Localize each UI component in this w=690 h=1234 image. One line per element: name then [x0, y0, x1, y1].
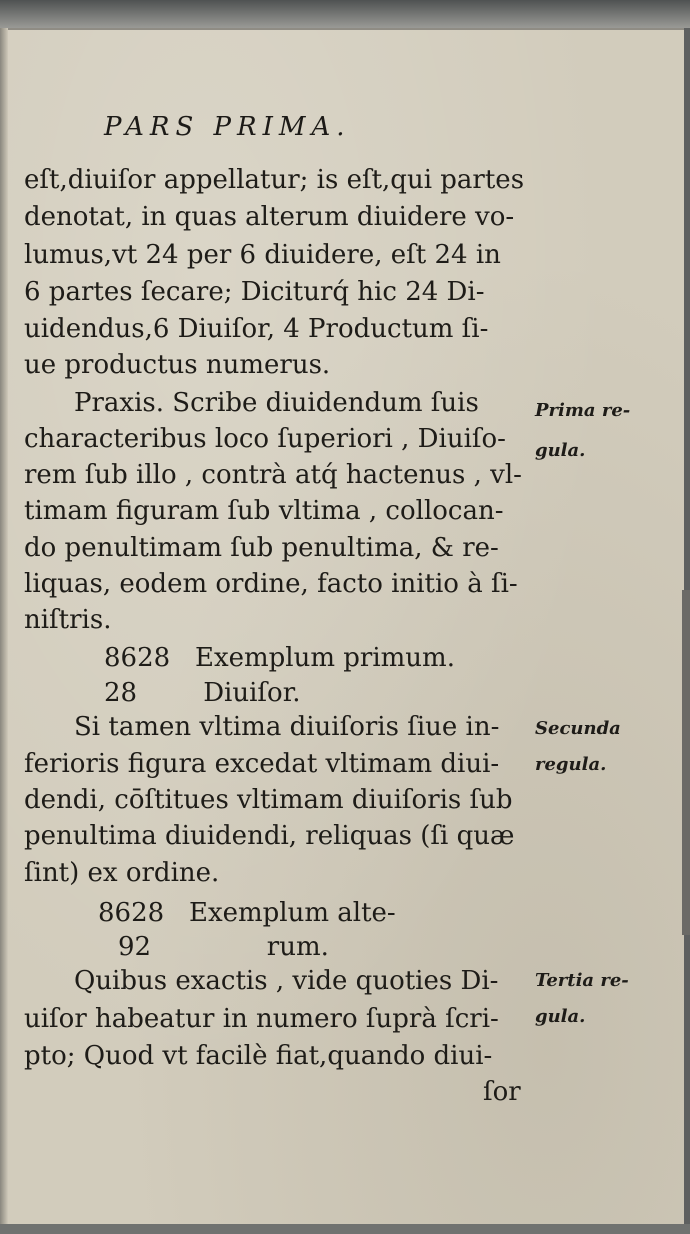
text-line: rem ſub illo , contrà atq́ hactenus , vl- — [24, 460, 522, 490]
text-line: ue productus numerus. — [24, 350, 331, 380]
scan-top-strip — [0, 0, 690, 28]
scan-bottom-strip — [0, 1224, 690, 1234]
margin-note: gula. — [535, 1006, 586, 1027]
catchword: ſor — [483, 1077, 521, 1107]
scan-right-strip — [682, 590, 690, 935]
text-line: Quibus exactis , vide quoties Di- — [74, 966, 499, 996]
example-line: 92 rum. — [118, 932, 329, 962]
text-line: denotat, in quas alterum diuidere vo- — [24, 202, 515, 232]
text-line: characteribus loco ſuperiori , Diuiſo- — [24, 424, 506, 454]
text-line: penultima diuidendi, reliquas (ſi quæ — [24, 821, 515, 851]
text-line: ferioris figura excedat vltimam diui- — [24, 749, 500, 779]
margin-note: Prima re- — [535, 400, 631, 421]
text-line: Praxis. Scribe diuidendum ſuis — [74, 388, 479, 418]
text-line: do penultimam ſub penultima, & re- — [24, 533, 499, 563]
text-line: niſtris. — [24, 605, 112, 635]
page-binding-edge — [0, 28, 8, 1224]
text-line: Si tamen vltima diuiſoris ſiue in- — [74, 712, 500, 742]
margin-note: gula. — [535, 440, 586, 461]
margin-note: Tertia re- — [535, 970, 629, 991]
margin-note: Secunda — [535, 718, 621, 739]
text-line: lumus,vt 24 per 6 diuidere, eſt 24 in — [24, 240, 501, 270]
text-line: 6 partes ſecare; Diciturq́ hic 24 Di- — [24, 277, 485, 307]
margin-note: regula. — [535, 754, 607, 775]
text-line: timam figuram ſub vltima , collocan- — [24, 496, 504, 526]
example-line: 8628 Exemplum primum. — [104, 643, 455, 673]
text-line: liquas, eodem ordine, facto initio à ſi- — [24, 569, 518, 599]
text-line: ſint) ex ordine. — [24, 858, 220, 888]
running-header: PARS PRIMA. — [104, 112, 351, 142]
text-line: dendi, cōſtitues vltimam diuiſoris ſub — [24, 785, 513, 815]
text-line: eſt,diuiſor appellatur; is eſt,qui partes — [24, 165, 525, 195]
example-line: 8628 Exemplum alte- — [98, 898, 396, 928]
text-line: uiſor habeatur in numero ſuprà ſcri- — [24, 1004, 499, 1034]
text-line: uidendus,6 Diuiſor, 4 Productum ſi- — [24, 314, 489, 344]
example-line: 28 Diuiſor. — [104, 678, 301, 708]
text-line: pto; Quod vt facilè fiat,quando diui- — [24, 1041, 493, 1071]
